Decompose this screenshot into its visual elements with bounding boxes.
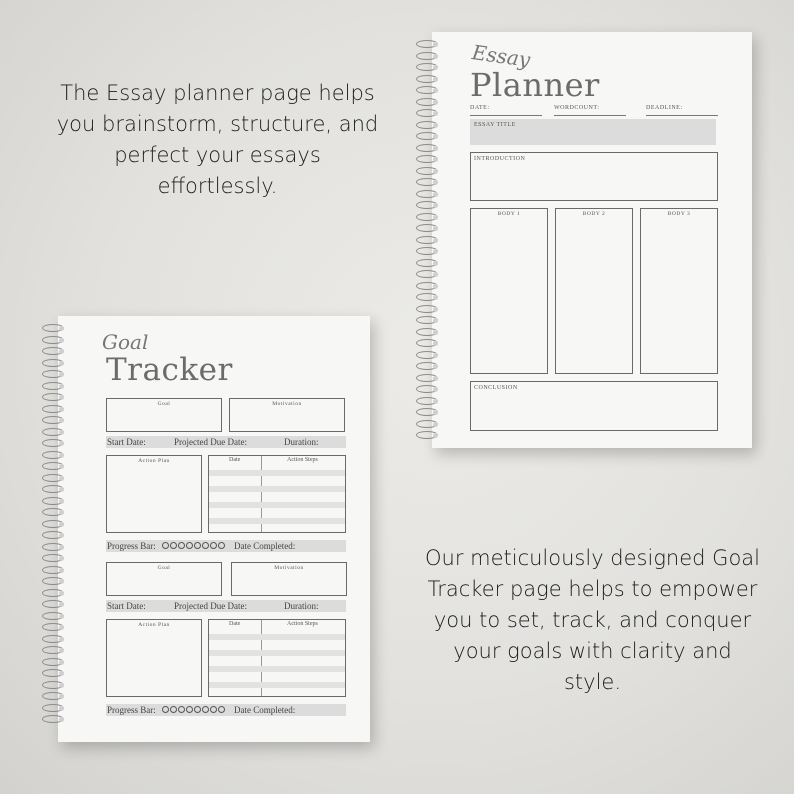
spiral-ring bbox=[416, 351, 438, 359]
spiral-ring bbox=[42, 566, 64, 574]
action-plan-label: Action Plan bbox=[138, 622, 170, 628]
progress-circle bbox=[162, 706, 169, 713]
spiral-ring bbox=[416, 213, 438, 221]
spiral-binding bbox=[42, 324, 68, 734]
duration-label: Duration: bbox=[284, 601, 319, 611]
spiral-ring bbox=[416, 75, 438, 83]
action-steps-table bbox=[208, 619, 346, 697]
action-steps-table bbox=[208, 455, 346, 533]
progress-circle bbox=[218, 542, 225, 549]
spiral-ring bbox=[42, 704, 64, 712]
spiral-ring bbox=[42, 359, 64, 367]
motivation-label: Motivation bbox=[274, 565, 304, 571]
action-steps-col-label: Action Steps bbox=[287, 457, 318, 463]
body2-label: BODY 2 bbox=[582, 211, 606, 217]
spiral-ring bbox=[416, 144, 438, 152]
spiral-ring bbox=[416, 385, 438, 393]
goal-script-title: Goal bbox=[102, 330, 149, 354]
spiral-ring bbox=[416, 98, 438, 106]
spiral-ring bbox=[416, 316, 438, 324]
deadline-label: DEADLINE: bbox=[646, 105, 683, 111]
spiral-ring bbox=[416, 259, 438, 267]
spiral-ring bbox=[416, 374, 438, 382]
goal-box bbox=[106, 562, 222, 596]
spiral-ring bbox=[42, 462, 64, 470]
spiral-ring bbox=[416, 167, 438, 175]
spiral-ring bbox=[416, 109, 438, 117]
spiral-ring bbox=[42, 382, 64, 390]
spiral-ring bbox=[416, 339, 438, 347]
spiral-ring bbox=[42, 370, 64, 378]
action-plan-box bbox=[106, 455, 202, 533]
spiral-binding bbox=[416, 40, 442, 440]
spiral-ring bbox=[416, 224, 438, 232]
spiral-ring bbox=[416, 201, 438, 209]
date-col-label: Date bbox=[229, 457, 241, 463]
spiral-ring bbox=[416, 236, 438, 244]
caption-line: effortlessly. bbox=[157, 174, 278, 198]
wordcount-label: WORDCOUNT: bbox=[554, 105, 600, 111]
body3-box bbox=[640, 208, 718, 374]
date-completed-label: Date Completed: bbox=[234, 541, 296, 551]
spiral-ring bbox=[42, 485, 64, 493]
projected-due-label: Projected Due Date: bbox=[174, 601, 247, 611]
progress-circle bbox=[194, 706, 201, 713]
spiral-ring bbox=[416, 63, 438, 71]
goal-label: Goal bbox=[157, 401, 171, 407]
progress-circle bbox=[218, 706, 225, 713]
spiral-ring bbox=[416, 408, 438, 416]
wordcount-line bbox=[554, 115, 626, 116]
date-label: DATE: bbox=[470, 105, 490, 111]
spiral-ring bbox=[416, 178, 438, 186]
caption-line: you brainstorm, structure, and bbox=[56, 112, 379, 136]
caption-line: style. bbox=[563, 670, 622, 694]
spiral-ring bbox=[42, 646, 64, 654]
spiral-ring bbox=[42, 589, 64, 597]
tracker-title: Tracker bbox=[106, 352, 233, 388]
goal-caption bbox=[415, 543, 770, 698]
spiral-ring bbox=[42, 612, 64, 620]
deadline-line bbox=[646, 115, 718, 116]
start-date-label: Start Date: bbox=[107, 601, 146, 611]
spiral-ring bbox=[42, 623, 64, 631]
caption-line: your goals with clarity and bbox=[453, 639, 732, 663]
spiral-ring bbox=[42, 715, 64, 723]
spiral-ring bbox=[42, 681, 64, 689]
spiral-ring bbox=[42, 600, 64, 608]
spiral-ring bbox=[416, 328, 438, 336]
essay-title-field bbox=[470, 119, 716, 145]
goal-tracker-notebook bbox=[58, 316, 370, 742]
spiral-ring bbox=[42, 474, 64, 482]
spiral-ring bbox=[42, 554, 64, 562]
spiral-ring bbox=[42, 439, 64, 447]
conclusion-box bbox=[470, 381, 718, 431]
progress-bar-label: Progress Bar: bbox=[107, 705, 156, 715]
spiral-ring bbox=[416, 40, 438, 48]
spiral-ring bbox=[42, 428, 64, 436]
spiral-ring bbox=[416, 293, 438, 301]
essay-caption bbox=[40, 78, 395, 202]
body3-label: BODY 3 bbox=[667, 211, 691, 217]
spiral-ring bbox=[416, 132, 438, 140]
progress-circle bbox=[162, 542, 169, 549]
introduction-box bbox=[470, 152, 718, 201]
spiral-ring bbox=[42, 508, 64, 516]
spiral-ring bbox=[416, 397, 438, 405]
progress-circle bbox=[170, 542, 177, 549]
progress-circle bbox=[210, 542, 217, 549]
spiral-ring bbox=[42, 324, 64, 332]
progress-bar-label: Progress Bar: bbox=[107, 541, 156, 551]
progress-circle bbox=[178, 542, 185, 549]
spiral-ring bbox=[42, 531, 64, 539]
body1-label: BODY 1 bbox=[497, 211, 521, 217]
action-plan-box bbox=[106, 619, 202, 697]
progress-circles bbox=[162, 542, 225, 549]
body2-box bbox=[555, 208, 633, 374]
goal-box bbox=[106, 398, 222, 432]
motivation-box bbox=[229, 398, 345, 432]
spiral-ring bbox=[416, 247, 438, 255]
spiral-ring bbox=[42, 577, 64, 585]
spiral-ring bbox=[42, 658, 64, 666]
progress-circle bbox=[202, 706, 209, 713]
essay-script-title: Essay bbox=[470, 40, 532, 72]
date-col-label: Date bbox=[229, 621, 241, 627]
progress-circle bbox=[202, 542, 209, 549]
spiral-ring bbox=[42, 393, 64, 401]
planner-title: Planner bbox=[470, 66, 600, 104]
date-completed-label: Date Completed: bbox=[234, 705, 296, 715]
spiral-ring bbox=[416, 362, 438, 370]
spiral-ring bbox=[416, 121, 438, 129]
spiral-ring bbox=[416, 282, 438, 290]
caption-line: you to set, track, and conquer bbox=[433, 608, 752, 632]
motivation-box bbox=[231, 562, 347, 596]
progress-circle bbox=[170, 706, 177, 713]
spiral-ring bbox=[42, 669, 64, 677]
goal-label: Goal bbox=[157, 565, 171, 571]
spiral-ring bbox=[42, 520, 64, 528]
progress-circle bbox=[186, 706, 193, 713]
caption-line: perfect your essays bbox=[114, 143, 321, 167]
caption-line: Tracker page helps to empower bbox=[427, 577, 758, 601]
spiral-ring bbox=[416, 270, 438, 278]
progress-circle bbox=[186, 542, 193, 549]
projected-due-label: Projected Due Date: bbox=[174, 437, 247, 447]
spiral-ring bbox=[416, 155, 438, 163]
date-line bbox=[470, 115, 542, 116]
body1-box bbox=[470, 208, 548, 374]
action-steps-col-label: Action Steps bbox=[287, 621, 318, 627]
spiral-ring bbox=[416, 190, 438, 198]
action-plan-label: Action Plan bbox=[138, 458, 170, 464]
spiral-ring bbox=[416, 52, 438, 60]
progress-circles bbox=[162, 706, 225, 713]
spiral-ring bbox=[42, 416, 64, 424]
progress-circle bbox=[210, 706, 217, 713]
spiral-ring bbox=[416, 305, 438, 313]
caption-line: The Essay planner page helps bbox=[60, 81, 375, 105]
spiral-ring bbox=[42, 451, 64, 459]
caption-line: Our meticulously designed Goal bbox=[424, 546, 760, 570]
spiral-ring bbox=[42, 347, 64, 355]
spiral-ring bbox=[416, 431, 438, 439]
start-date-label: Start Date: bbox=[107, 437, 146, 447]
spiral-ring bbox=[42, 692, 64, 700]
spiral-ring bbox=[42, 543, 64, 551]
motivation-label: Motivation bbox=[272, 401, 302, 407]
spiral-ring bbox=[42, 635, 64, 643]
essay-planner-notebook bbox=[432, 32, 752, 448]
progress-circle bbox=[178, 706, 185, 713]
introduction-label: INTRODUCTION bbox=[474, 156, 526, 162]
spiral-ring bbox=[42, 405, 64, 413]
spiral-ring bbox=[416, 420, 438, 428]
spiral-ring bbox=[42, 497, 64, 505]
spiral-ring bbox=[42, 336, 64, 344]
conclusion-label: CONCLUSION bbox=[474, 385, 518, 391]
essay-title-label: ESSAY TITLE bbox=[474, 122, 516, 128]
progress-circle bbox=[194, 542, 201, 549]
duration-label: Duration: bbox=[284, 437, 319, 447]
spiral-ring bbox=[416, 86, 438, 94]
